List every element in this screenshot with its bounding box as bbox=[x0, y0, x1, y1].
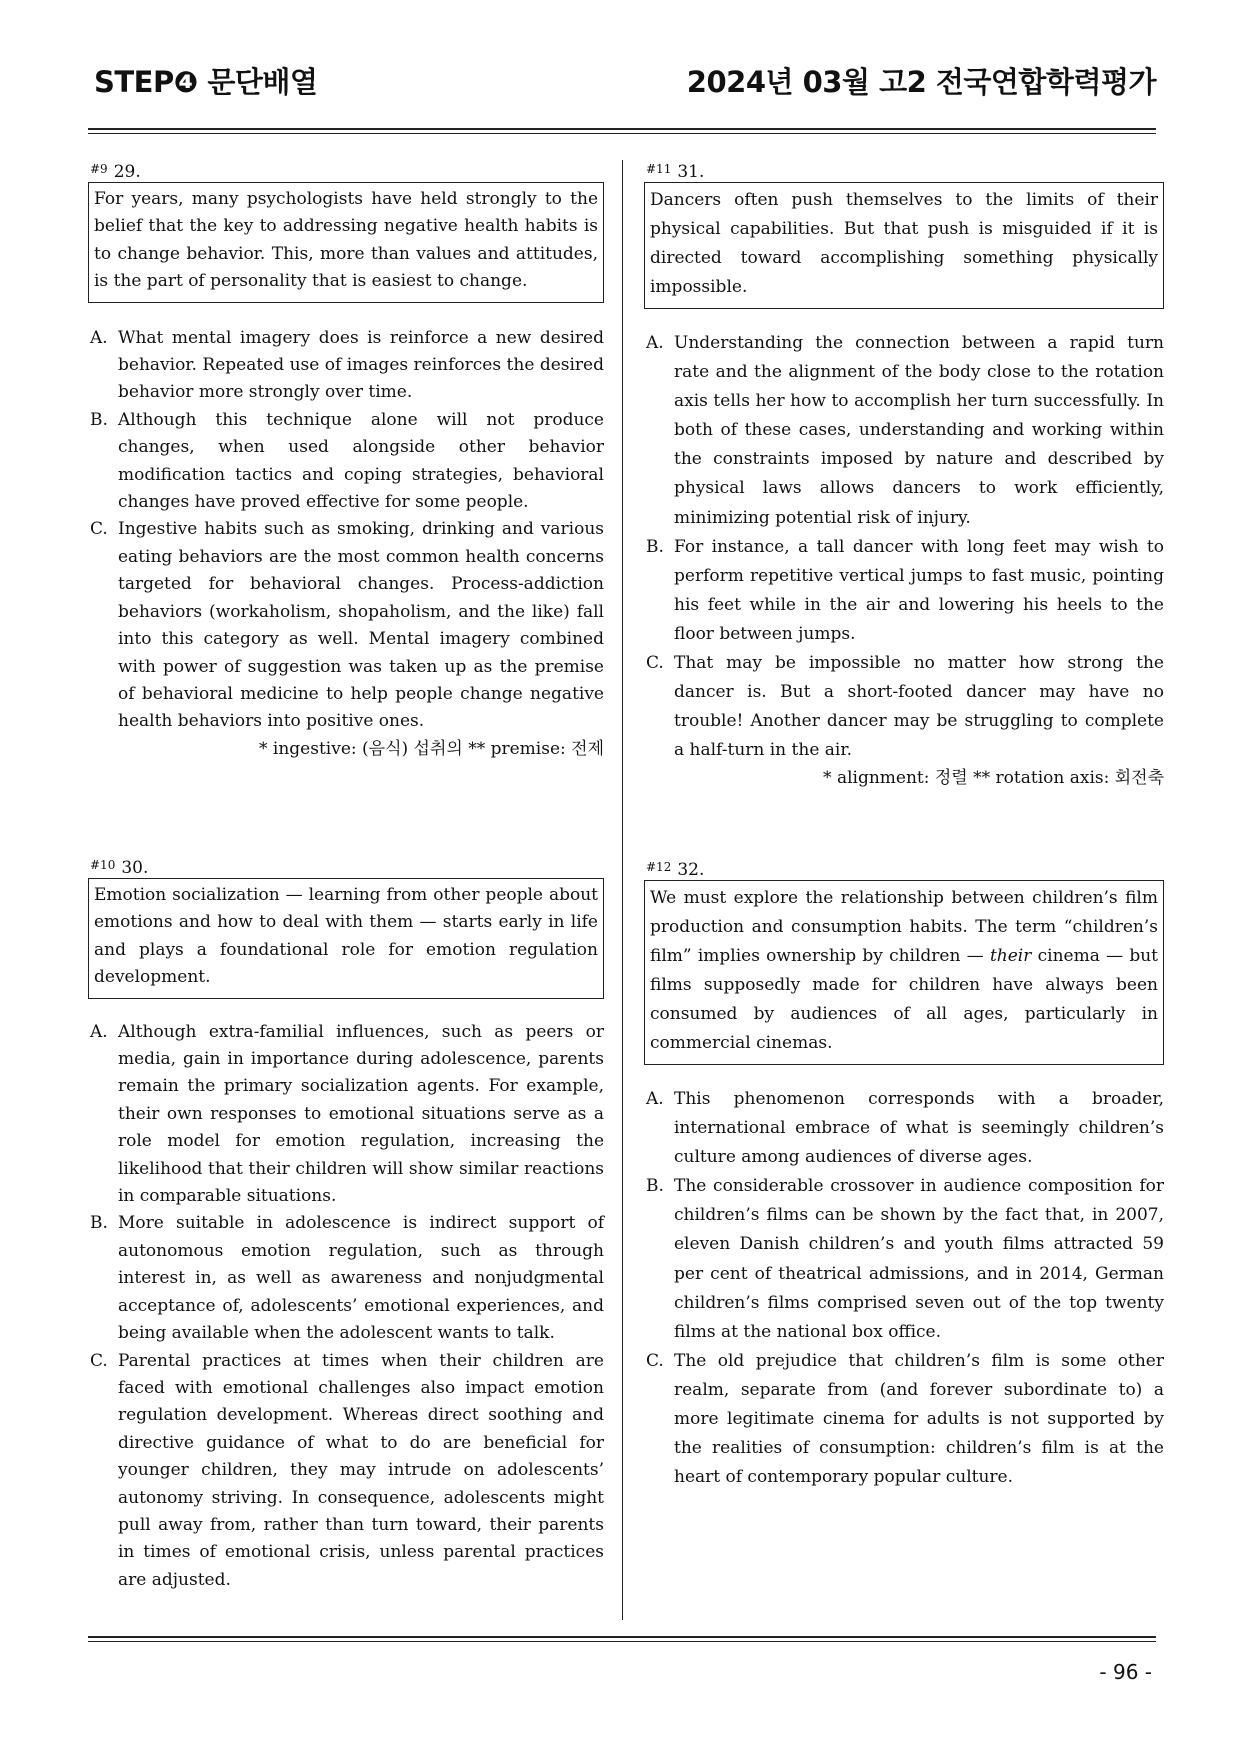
footer-rule-thick bbox=[88, 1636, 1156, 1638]
footnote: * alignment: 정렬 ** rotation axis: 회전축 bbox=[823, 768, 1164, 789]
exam-title: 2024년 03월 고2 전국연합학력평가 bbox=[686, 65, 1156, 99]
option-a: A. Understanding the connection between a rapid turn rate and the alignment of the body close to the rotation axis tells her how to accomplish her turn successfully. In both of these cases, understanding and working within the constraints imposed by nature and described by physical laws allows dancers to work efficiently, minimizing potential risk of injury. bbox=[646, 333, 1164, 528]
page-header bbox=[88, 56, 1156, 106]
option-c: C. The old prejudice that children’s film is some other realm, separate from (and forever subordinate to) a more legitimate cinema for adults is not supported by the realities of consumption: children’s film is at the heart of contemporary popular culture. bbox=[646, 1350, 1164, 1488]
page-number: - 96 - bbox=[1099, 1660, 1152, 1684]
question-number: $^{\#9}$ 29. bbox=[90, 162, 141, 182]
given-passage: Dancers often push themselves to the limits of their physical capabilities. But that push is misguided if it is directed toward accomplishing something physically impossible. bbox=[644, 182, 1164, 309]
header-rule-thick bbox=[88, 128, 1156, 130]
option-a: A. This phenomenon corresponds with a broader, international embrace of what is seemingly children’s culture among audiences of diverse ages. bbox=[646, 1089, 1164, 1168]
options bbox=[88, 1019, 604, 1595]
option-b: B. The considerable crossover in audience composition for children’s films can be shown by the fact that, in 2007, eleven Danish children’s and youth films attracted 59 per cent of theatrical admissions, and in 2014, German children’s films comprised seven out of the top twenty films at the national box office. bbox=[646, 1176, 1164, 1342]
given-passage: We must explore the relationship between children’s film production and consumption habits. The term “children’s film” implies ownership by children — their cinema — but films supposedly made for children have always been consumed by audiences of all ages, particularly in commercial cinemas. bbox=[644, 880, 1164, 1065]
footer-rule-thin bbox=[88, 1641, 1156, 1642]
question-number: $^{\#10}$ 30. bbox=[90, 858, 149, 878]
options bbox=[644, 329, 1164, 765]
option-c: C. That may be impossible no matter how strong the dancer is. But a short-footed dancer may have no trouble! Another dancer may be struggling to complete a half-turn in the air. bbox=[646, 653, 1164, 761]
option-c: C. Ingestive habits such as smoking, drinking and various eating behaviors are the most common health concerns targeted for behavioral changes. Process-addiction behaviors (workaholism, shopaholism, and the like) fall into this category as well. Mental imagery combined with power of suggestion was taken up as the premise of behavioral medicine to help people change negative health behaviors into positive ones. bbox=[90, 519, 604, 732]
column-divider bbox=[622, 160, 623, 1620]
options bbox=[644, 1085, 1164, 1492]
option-b: B. For instance, a tall dancer with long feet may wish to perform repetitive vertical jumps to fast music, pointing his feet while in the air and lowering his heels to the floor between jumps. bbox=[646, 536, 1164, 644]
question-29 bbox=[88, 158, 604, 763]
question-number: $^{\#11}$ 31. bbox=[646, 162, 705, 182]
option-a: A. Although extra-familial influences, such as peers or media, gain in importance during adolescence, parents remain the primary socialization agents. For example, their own responses to emotional situations serve as a role model for emotion regulation, increasing the likelihood that their children will show similar reactions in comparable situations. bbox=[90, 1021, 604, 1207]
question-31 bbox=[644, 158, 1164, 792]
footnote: * ingestive: (음식) 섭취의 ** premise: 전제 bbox=[259, 738, 604, 759]
question-32 bbox=[644, 856, 1164, 1492]
option-a: A. What mental imagery does is reinforce a new desired behavior. Repeated use of images reinforces the desired behavior more strongly over time. bbox=[90, 327, 604, 403]
question-30 bbox=[88, 854, 604, 1594]
option-b: B. Although this technique alone will not produce changes, when used alongside other behavior modification tactics and coping strategies, behavioral changes have proved effective for some people. bbox=[90, 409, 604, 513]
given-passage: Emotion socialization — learning from other people about emotions and how to deal with them — starts early in life and plays a foundational role for emotion regulation development. bbox=[88, 878, 604, 999]
option-c: C. Parental practices at times when their children are faced with emotional challenges also impact emotion regulation development. Whereas direct soothing and directive guidance of what to do are beneficial for younger children, they may intrude on adolescents’ autonomy striving. In consequence, adolescents might pull away from, rather than turn toward, their parents in times of emotional crisis, unless parental practices are adjusted. bbox=[90, 1350, 604, 1590]
step-title: STEP❹ 문단배열 bbox=[94, 65, 318, 99]
options bbox=[88, 325, 604, 736]
emphasis-their: their bbox=[989, 946, 1032, 966]
header-rule-thin bbox=[88, 133, 1156, 134]
option-b: B. More suitable in adolescence is indirect support of autonomous emotion regulation, such as through interest in, as well as awareness and nonjudgmental acceptance of, adolescents’ emotional experiences, and being available when the adolescent wants to talk. bbox=[90, 1213, 604, 1344]
question-number: $^{\#12}$ 32. bbox=[646, 860, 705, 880]
given-passage: For years, many psychologists have held strongly to the belief that the key to addressing negative health habits is to change behavior. This, more than values and attitudes, is the part of personality that is easiest to change. bbox=[88, 182, 604, 303]
